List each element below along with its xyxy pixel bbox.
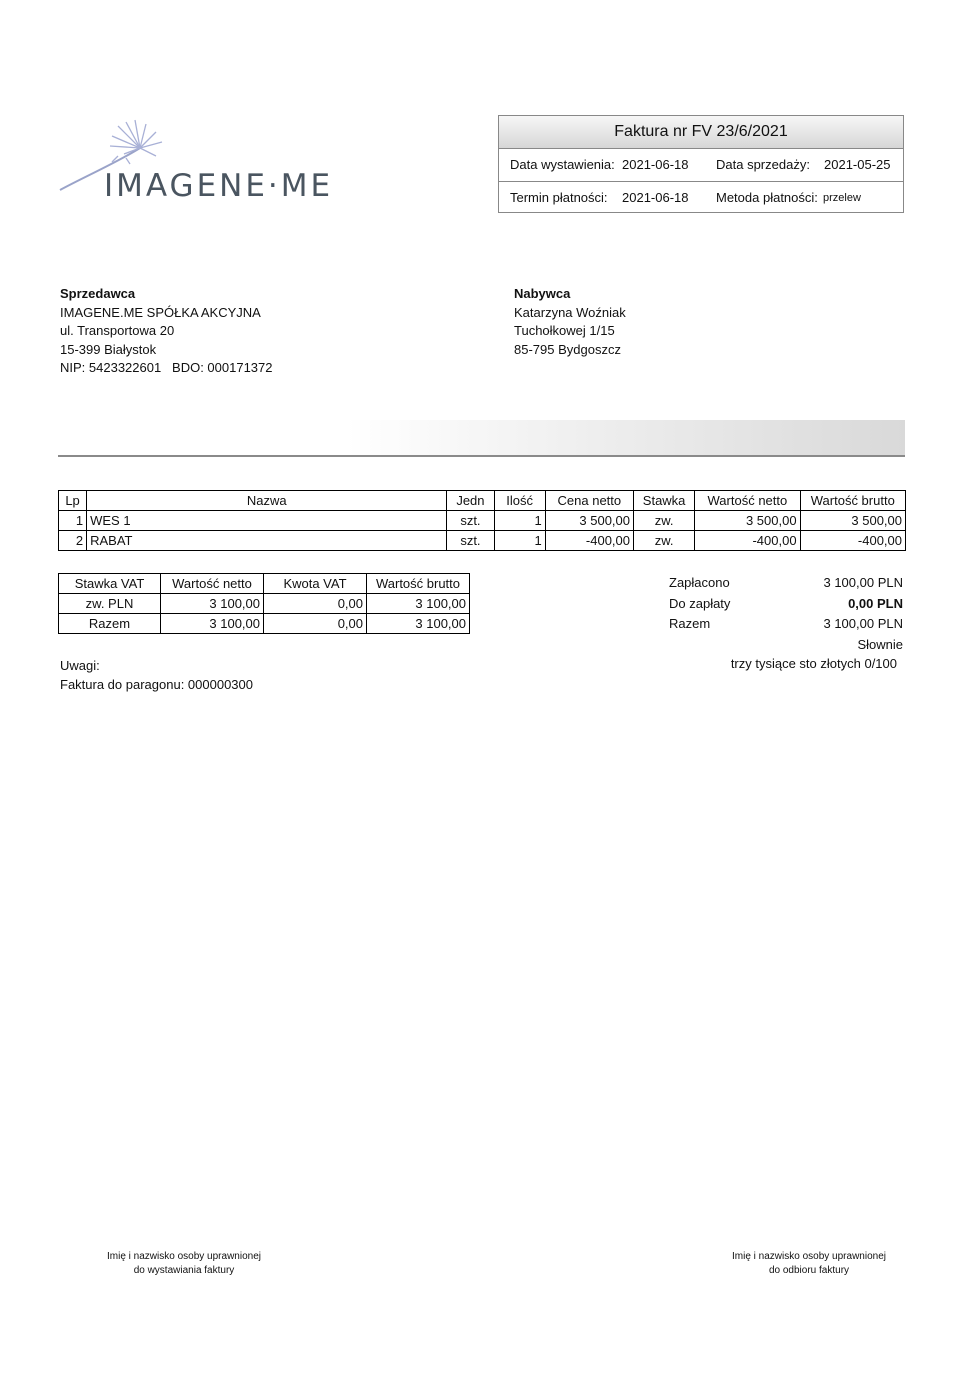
items-table xyxy=(58,490,906,551)
vat-summary-table xyxy=(58,573,470,634)
vat-cell-rate: zw. PLN xyxy=(59,594,161,614)
cell-qty: 1 xyxy=(494,531,545,551)
vat-cell-net: 3 100,00 xyxy=(161,614,264,634)
total-label: Razem xyxy=(669,616,711,631)
seller-block xyxy=(60,285,273,378)
words-label: Słownie xyxy=(857,636,903,652)
vat-col-gross: Wartość brutto xyxy=(367,574,470,594)
table-row xyxy=(59,594,470,614)
sale-date-label: Data sprzedaży: xyxy=(716,157,810,172)
vat-col-net: Wartość netto xyxy=(161,574,264,594)
invoice-dates-row xyxy=(499,149,903,181)
vat-header-row xyxy=(59,574,470,594)
cell-unit: szt. xyxy=(447,531,494,551)
recipient-signature-caption xyxy=(704,1250,914,1278)
recipient-signature-line2: do odbioru faktury xyxy=(768,1265,850,1276)
cell-lp: 1 xyxy=(59,511,87,531)
cell-net-value: -400,00 xyxy=(695,531,800,551)
cell-net-value: 3 500,00 xyxy=(695,511,800,531)
cell-lp: 2 xyxy=(59,531,87,551)
col-header-name: Nazwa xyxy=(87,491,447,511)
table-row xyxy=(59,531,906,551)
due-label: Do zapłaty xyxy=(669,595,731,611)
payment-summary xyxy=(669,573,905,655)
notes-label: Uwagi: xyxy=(60,658,100,673)
logo-wordmark: IMAGENE·ME xyxy=(104,168,334,204)
cell-name: RABAT xyxy=(87,531,447,551)
buyer-street: Tuchołkowej 1/15 xyxy=(514,323,615,338)
invoice-title: Faktura nr FV 23/6/2021 xyxy=(499,116,903,149)
col-header-gross-value: Wartość brutto xyxy=(800,491,905,511)
notes-block xyxy=(60,656,253,694)
cell-unit: szt. xyxy=(447,511,494,531)
due-date-label: Termin płatności: xyxy=(510,190,608,205)
issuer-signature-caption xyxy=(84,1250,284,1278)
sale-date: 2021-05-25 xyxy=(824,157,891,172)
issue-date: 2021-06-18 xyxy=(622,157,689,172)
invoice-header-box xyxy=(498,115,904,213)
payment-method-label: Metoda płatności: xyxy=(716,190,818,205)
payment-method: przelew xyxy=(823,192,861,204)
due-line xyxy=(669,594,905,615)
vat-cell-tax: 0,00 xyxy=(264,614,367,634)
vat-col-rate: Stawka VAT xyxy=(59,574,161,594)
paid-value: 3 100,00 PLN xyxy=(823,575,903,590)
buyer-city: 85-795 Bydgoszcz xyxy=(514,341,621,357)
paid-line xyxy=(669,573,905,594)
table-row xyxy=(59,614,470,634)
vat-cell-tax: 0,00 xyxy=(264,594,367,614)
col-header-unit: Jedn xyxy=(447,491,494,511)
separator-bar xyxy=(58,420,905,457)
table-row xyxy=(59,511,906,531)
issuer-signature-line2: do wystawiania faktury xyxy=(133,1265,235,1276)
cell-name: WES 1 xyxy=(87,511,447,531)
issue-date-label: Data wystawienia: xyxy=(510,157,615,172)
vat-cell-rate: Razem xyxy=(59,614,161,634)
col-header-rate: Stawka xyxy=(634,491,695,511)
notes-text: Faktura do paragonu: 000000300 xyxy=(60,677,253,692)
cell-rate: zw. xyxy=(634,531,695,551)
cell-gross-value: 3 500,00 xyxy=(800,511,905,531)
cell-net-price: -400,00 xyxy=(545,531,633,551)
col-header-qty: Ilość xyxy=(494,491,545,511)
cell-gross-value: -400,00 xyxy=(800,531,905,551)
amount-in-words: trzy tysiące sto złotych 0/100 xyxy=(730,656,897,671)
vat-cell-net: 3 100,00 xyxy=(161,594,264,614)
cell-qty: 1 xyxy=(494,511,545,531)
seller-street: ul. Transportowa 20 xyxy=(60,323,175,338)
vat-col-tax: Kwota VAT xyxy=(264,574,367,594)
col-header-net-price: Cena netto xyxy=(545,491,633,511)
buyer-block xyxy=(514,285,626,359)
seller-ids: NIP: 5423322601 BDO: 000171372 xyxy=(60,360,273,375)
recipient-signature-line1: Imię i nazwisko osoby uprawnionej xyxy=(732,1251,886,1262)
cell-net-price: 3 500,00 xyxy=(545,511,633,531)
paid-label: Zapłacono xyxy=(669,575,730,590)
total-line xyxy=(669,614,905,635)
total-value: 3 100,00 PLN xyxy=(823,616,903,631)
due-date: 2021-06-18 xyxy=(622,190,689,205)
buyer-heading: Nabywca xyxy=(514,286,571,301)
seller-name: IMAGENE.ME SPÓŁKA AKCYJNA xyxy=(60,304,261,320)
seller-heading: Sprzedawca xyxy=(60,286,136,301)
company-logo xyxy=(56,118,356,218)
items-header-row xyxy=(59,491,906,511)
vat-cell-gross: 3 100,00 xyxy=(367,594,470,614)
vat-cell-gross: 3 100,00 xyxy=(367,614,470,634)
invoice-payment-row xyxy=(499,181,903,214)
seller-city: 15-399 Białystok xyxy=(60,341,157,357)
col-header-net-value: Wartość netto xyxy=(695,491,800,511)
issuer-signature-line1: Imię i nazwisko osoby uprawnionej xyxy=(107,1251,261,1262)
col-header-lp: Lp xyxy=(59,491,87,511)
due-value: 0,00 PLN xyxy=(848,595,903,611)
words-label-line xyxy=(669,635,905,656)
buyer-name: Katarzyna Woźniak xyxy=(514,304,626,320)
cell-rate: zw. xyxy=(634,511,695,531)
